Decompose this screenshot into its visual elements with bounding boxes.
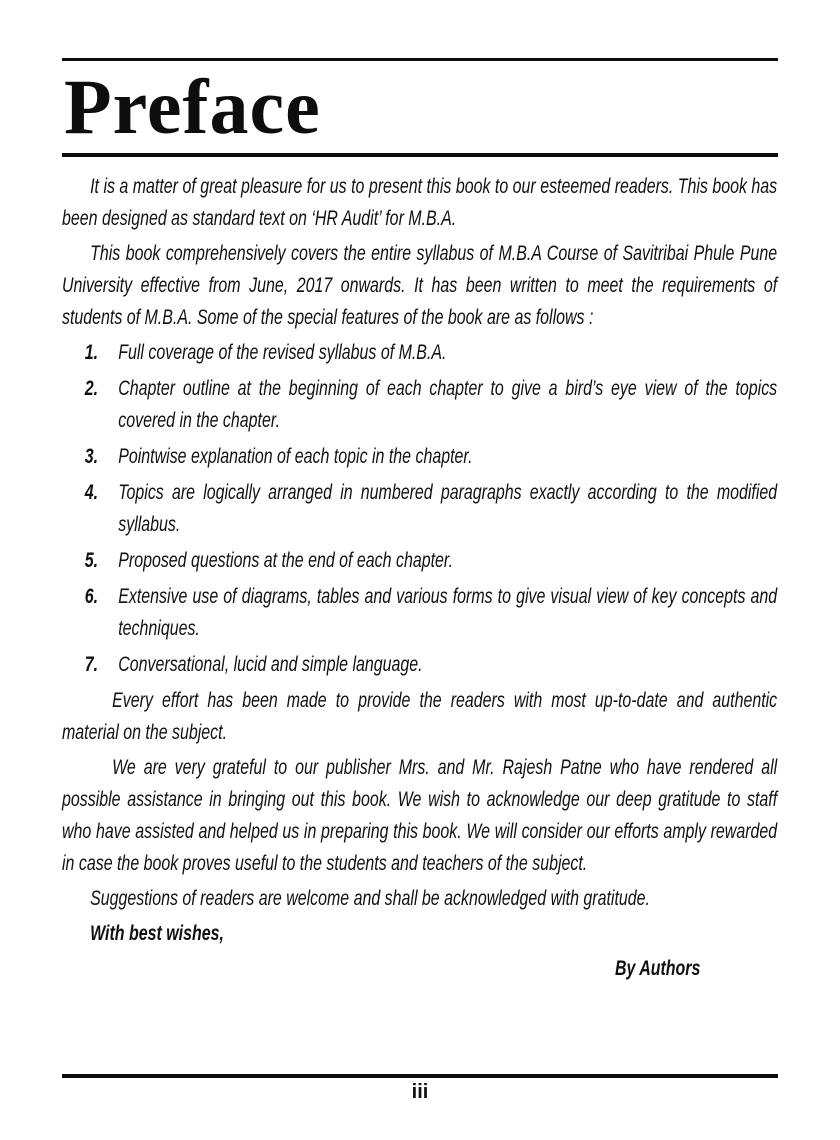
preface-paragraph: It is a matter of great pleasure for us to present this book to our esteemed readers. This book has been designed as standard text on ‘HR Audit’ for M.B.A. [62,175,778,230]
preface-paragraph: This book comprehensively covers the entire syllabus of M.B.A Course of Savitribai Phule Pune University effective from June, 2017 onwards. It has been written to meet the requirements of students of M.B.A. Some of the special features of the book are as follows : [62,242,778,329]
feature-item [62,373,777,437]
feature-text: Chapter outline at the beginning of each chapter to give a bird’s eye view of the topics covered in the chapter. [118,377,778,432]
closing-paragraph: Suggestions of readers are welcome and shall be acknowledged with gratitude. [90,887,650,910]
feature-text: Pointwise explanation of each topic in the chapter. [118,445,473,468]
feature-text: Topics are logically arranged in numbered paragraphs exactly according to the modified syllabus. [118,481,778,536]
feature-item [62,441,777,473]
feature-text: Proposed questions at the end of each chapter. [118,549,454,572]
page-content [62,58,778,985]
feature-item [62,545,777,577]
feature-item [62,649,777,681]
feature-number: 4. [84,481,99,504]
page-footer [62,1074,778,1104]
feature-number: 6. [84,585,99,608]
feature-number: 1. [84,341,99,364]
feature-item [62,337,777,369]
feature-text: Conversational, lucid and simple language. [118,653,423,676]
feature-text: Full coverage of the revised syllabus of M.B.A. [118,341,447,364]
feature-number: 5. [84,549,99,572]
byline: By Authors [614,957,701,980]
preface-body [62,171,777,985]
best-wishes: With best wishes, [90,922,224,945]
feature-number: 3. [84,445,99,468]
closing-paragraph: We are very grateful to our publisher Mrs. and Mr. Rajesh Patne who have rendered all possible assistance in bringing out this book. We wish to acknowledge our deep gratitude to staff who have assisted and helped us in preparing this book. We will consider our efforts amply rewarded in case the book proves useful to the students and teachers of the subject. [62,756,778,875]
footer-rule [62,1074,778,1078]
page-number: iii [411,1081,429,1103]
feature-item [62,477,777,541]
page-title: Preface [64,63,321,150]
feature-number: 7. [84,653,99,676]
feature-number: 2. [84,377,99,400]
feature-item [62,581,777,645]
closing-paragraph: Every effort has been made to provide the readers with most up-to-date and authentic material on the subject. [62,689,778,744]
title-bottom-double-rule [62,153,778,157]
feature-text: Extensive use of diagrams, tables and various forms to give visual view of key concepts and techniques. [118,585,778,640]
feature-list [62,337,777,681]
